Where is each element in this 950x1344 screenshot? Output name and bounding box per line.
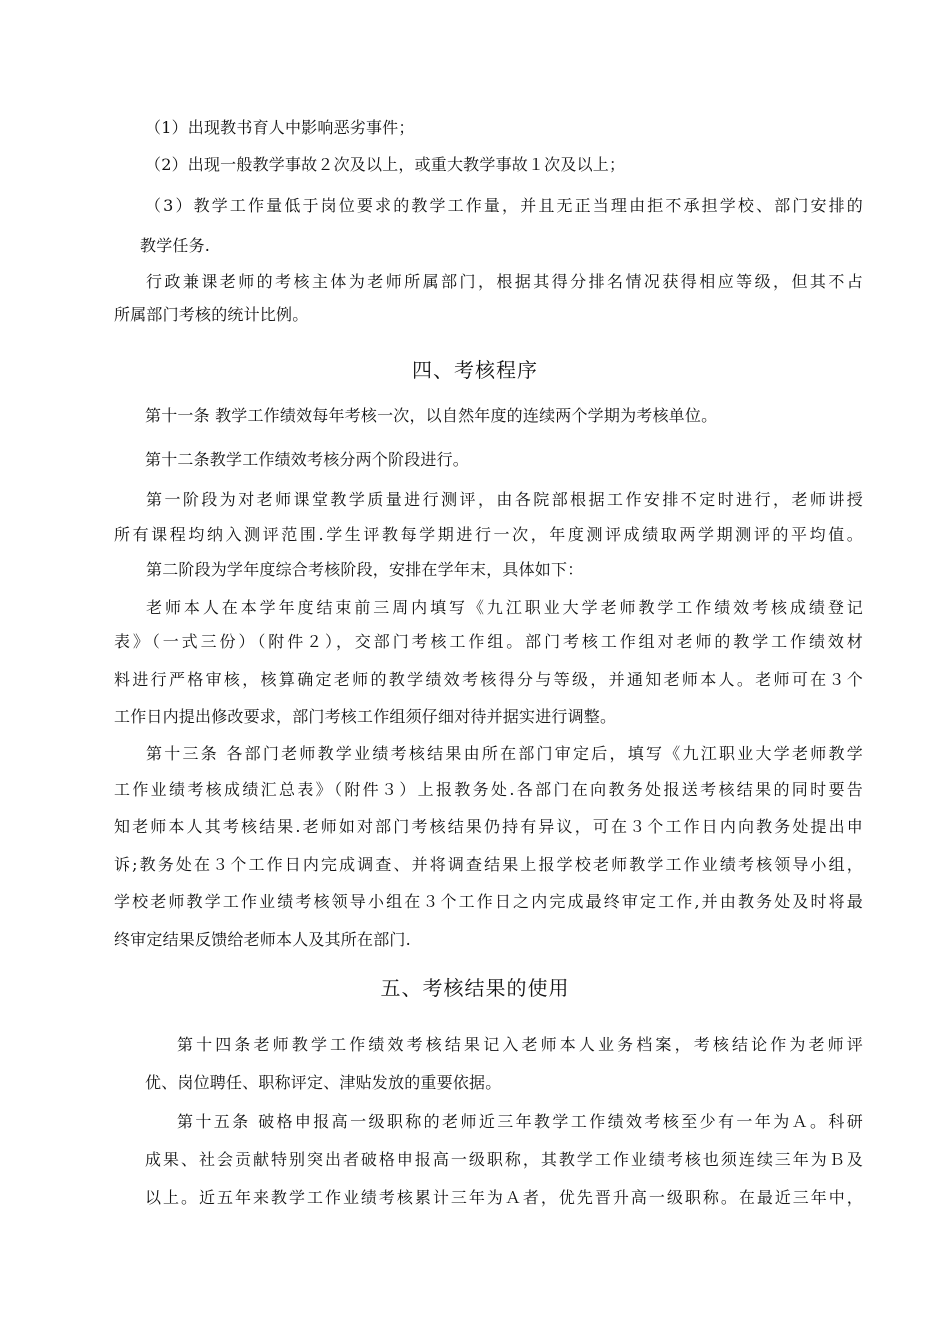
article-15-line-1: 第十五条 破格申报高一级职称的老师近三年教学工作绩效考核至少有一年为Ａ。科研	[177, 1112, 863, 1131]
section-4-heading: 四、考核程序	[412, 358, 538, 382]
article-11: 第十一条 教学工作绩效每年考核一次，以自然年度的连续两个学期为考核单位。	[145, 406, 718, 425]
article-13-line-3: 知老师本人其考核结果.老师如对部门考核结果仍持有异议，可在３个工作日内向教务处提出申	[114, 817, 863, 836]
article-14-line-1: 第十四条老师教学工作绩效考核结果记入老师本人业务档案，考核结论作为老师评	[177, 1035, 863, 1054]
article-13-line-5: 学校老师教学工作业绩考核领导小组在３个工作日之内完成最终审定工作,并由教务处及时将最	[114, 892, 863, 911]
item-3-line-2: 教学任务.	[140, 236, 211, 255]
article-14-line-2: 优、岗位聘任、职称评定、津贴发放的重要依据。	[145, 1073, 502, 1092]
item-1: （1）出现教书育人中影响恶劣事件；	[145, 118, 415, 137]
stage-2: 第二阶段为学年度综合考核阶段，安排在学年末，具体如下：	[146, 560, 584, 579]
section-5-heading: 五、考核结果的使用	[380, 976, 570, 1000]
note-line-1: 行政兼课老师的考核主体为老师所属部门，根据其得分排名情况获得相应等级，但其不占	[146, 272, 863, 291]
stage-1-line-1: 第一阶段为对老师课堂教学质量进行测评，由各院部根据工作安排不定时进行，老师讲授	[146, 490, 863, 509]
article-13-line-1: 第十三条 各部门老师教学业绩考核结果由所在部门审定后，填写《九江职业大学老师教学	[146, 744, 863, 763]
article-15-line-2: 成果、社会贡献特别突出者破格申报高一级职称，其教学工作业绩考核也须连续三年为Ｂ及	[145, 1150, 863, 1169]
article-13-line-2: 工作业绩考核成绩汇总表》（附件３）上报教务处.各部门在向教务处报送考核结果的同时要告	[114, 780, 863, 799]
self-report-line-4: 工作日内提出修改要求，部门考核工作组须仔细对待并据实进行调整。	[114, 707, 617, 726]
article-15-line-3: 以上。近五年来教学工作业绩考核累计三年为Ａ者，优先晋升高一级职称。在最近三年中，	[145, 1188, 863, 1207]
item-3-line-1: （3）教学工作量低于岗位要求的教学工作量，并且无正当理由拒不承担学校、部门安排的	[145, 196, 863, 215]
article-13-line-4: 诉;教务处在３个工作日内完成调查、并将调查结果上报学校老师教学工作业绩考核领导小组，	[114, 855, 863, 874]
article-13-line-6: 终审定结果反馈给老师本人及其所在部门.	[114, 930, 411, 949]
self-report-line-1: 老师本人在本学年度结束前三周内填写《九江职业大学老师教学工作绩效考核成绩登记	[146, 598, 863, 617]
article-12: 第十二条教学工作绩效考核分两个阶段进行。	[145, 450, 470, 469]
note-line-2: 所属部门考核的统计比例。	[114, 305, 309, 324]
item-2: （2）出现一般教学事故２次及以上，或重大教学事故１次及以上；	[145, 155, 626, 174]
self-report-line-2: 表》（一式三份）（附件２），交部门考核工作组。部门考核工作组对老师的教学工作绩效材	[114, 632, 863, 651]
self-report-line-3: 料进行严格审核，核算确定老师的教学绩效考核得分与等级，并通知老师本人。老师可在３个	[114, 670, 863, 689]
stage-1-line-2: 所有课程均纳入测评范围.学生评教每学期进行一次，年度测评成绩取两学期测评的平均值。	[114, 525, 863, 544]
